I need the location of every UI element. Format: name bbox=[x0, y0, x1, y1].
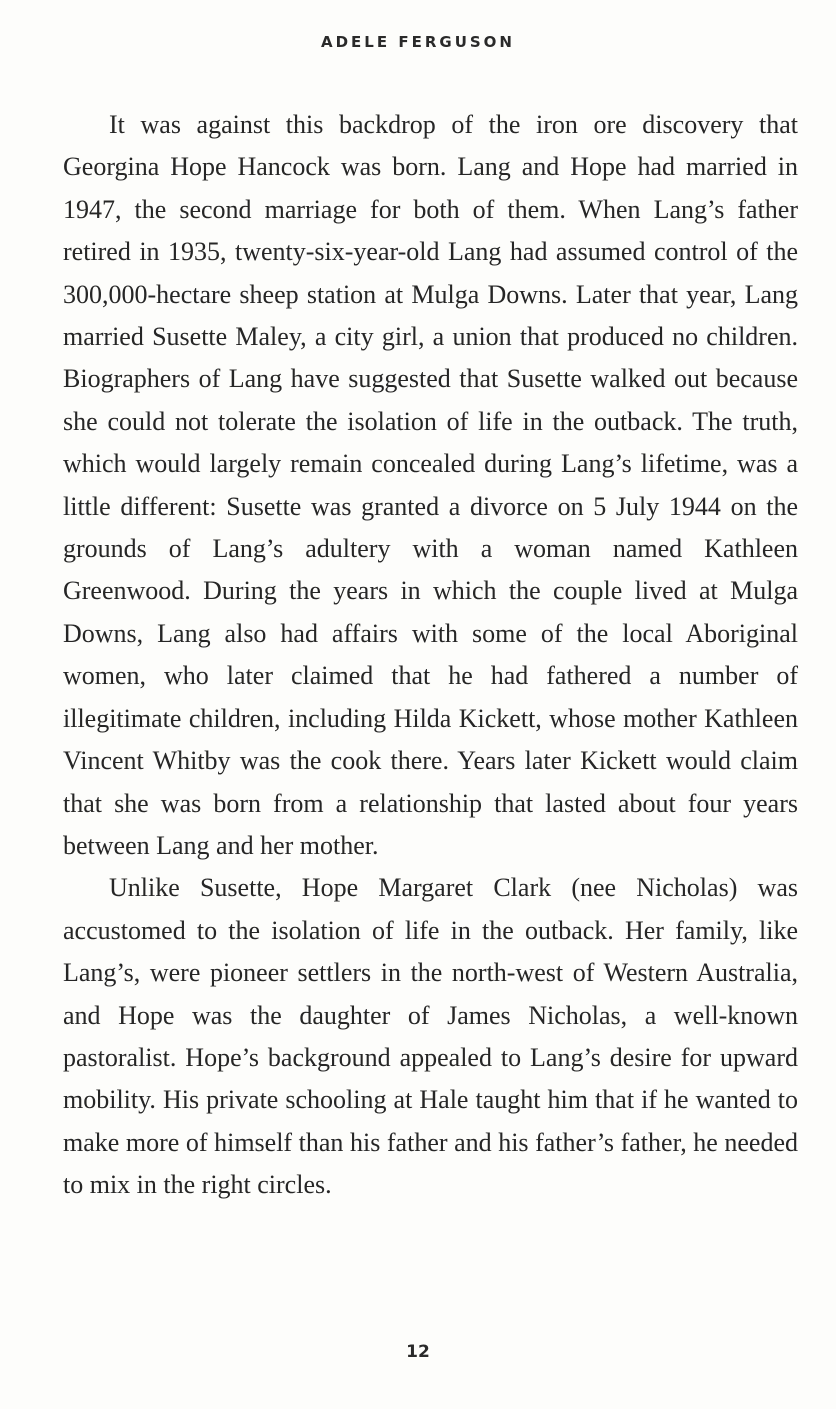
page-number: 12 bbox=[406, 1342, 430, 1362]
paragraph: Unlike Susette, Hope Margaret Clark (nee Nicholas) was accustomed to the isolation of life in the outback. Her family, like Lang’s, were pioneer settlers in the north-west of Western Australia, and Hope was the daughter of James Nicholas, a well-known pastoralist. Hope’s background appealed to Lang’s desire for upward mobility. His private schooling at Hale taught him that if he wanted to make more of himself than his father and his father’s father, he needed to mix in the right circles. bbox=[63, 873, 798, 1200]
running-head: ADELE FERGUSON bbox=[321, 33, 515, 51]
paragraph: It was against this backdrop of the iron ore discovery that Georgina Hope Hancock was born. Lang and Hope had married in 1947, the second marriage for both of them. When Lang’s father retired in 1935, twenty-six-year-old Lang had assumed control of the 300,000-hectare sheep station at Mulga Downs. Later that year, Lang married Susette Maley, a city girl, a union that produced no children. Biographers of Lang have suggested that Susette walked out because she could not tolerate the isolation of life in the outback. The truth, which would largely remain concealed during Lang’s lifetime, was a little different: Susette was granted a divorce on 5 July 1944 on the grounds of Lang’s adultery with a woman named Kathleen Greenwood. During the years in which the couple lived at Mulga Downs, Lang also had affairs with some of the local Aboriginal women, who later claimed that he had fathered a number of illegitimate children, including Hilda Kickett, whose mother Kathleen Vincent Whitby was the cook there. Years later Kickett would claim that she was born from a relationship that lasted about four years between Lang and her mother. bbox=[63, 110, 798, 860]
body-text bbox=[63, 104, 798, 1207]
